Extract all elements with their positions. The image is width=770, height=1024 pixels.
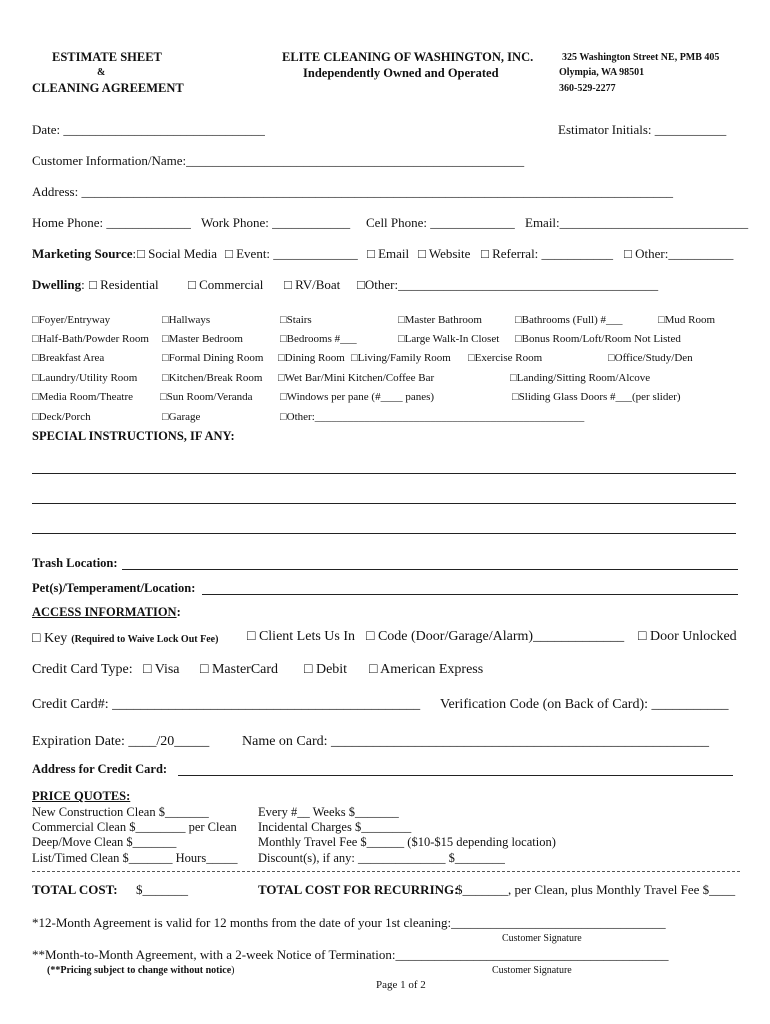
total-recurring-label: TOTAL COST FOR RECURRING: (258, 882, 459, 897)
customer-name-field[interactable]: Customer Information/Name:____________________________________________________ (32, 153, 525, 168)
special-instructions-line[interactable] (32, 503, 736, 504)
expiration-date-field[interactable]: Expiration Date: ____/20_____ (32, 734, 210, 749)
estimator-initials-field[interactable]: Estimator Initials: ___________ (558, 122, 727, 137)
price-list-timed-field[interactable]: List/Timed Clean $_______ Hours_____ (32, 851, 238, 865)
pets-line[interactable] (202, 594, 738, 595)
card-address-line[interactable] (178, 775, 733, 776)
access-information-label: ACCESS INFORMATION: (32, 605, 181, 619)
room-checkbox[interactable]: □Other:_________________________________________________ (280, 411, 585, 423)
company-name: ELITE CLEANING OF WASHINGTON, INC. (282, 50, 534, 64)
dwelling-other-checkbox[interactable]: □Other:________________________________________ (357, 277, 659, 292)
room-checkbox[interactable]: □Foyer/Entryway (32, 314, 111, 326)
room-checkbox[interactable]: □Sliding Glass Doors #___(per slider) (512, 391, 681, 403)
name-on-card-field[interactable]: Name on Card: ______________________________________________________ (242, 734, 710, 749)
card-debit-checkbox[interactable]: □ Debit (304, 662, 348, 677)
trash-location-label: Trash Location: (32, 556, 118, 570)
room-checkbox[interactable]: □Kitchen/Break Room (162, 372, 263, 384)
pricing-note: (**Pricing subject to change without notice) (47, 965, 235, 976)
room-checkbox[interactable]: □Stairs (280, 314, 312, 326)
twelve-month-agreement-signature[interactable]: *12-Month Agreement is valid for 12 months from the date of your 1st cleaning:_________________________________ (32, 915, 666, 930)
doc-title-ampersand: & (97, 67, 106, 78)
company-tagline: Independently Owned and Operated (303, 66, 499, 80)
card-mastercard-checkbox[interactable]: □ MasterCard (200, 662, 279, 677)
totals-divider (32, 871, 740, 872)
price-deep-move-field[interactable]: Deep/Move Clean $_______ (32, 835, 177, 849)
credit-card-number-field[interactable]: Credit Card#: ____________________________________________ (32, 697, 421, 712)
access-key-checkbox[interactable]: □ Key (Required to Waive Lock Out Fee) (32, 631, 219, 646)
month-to-month-agreement-signature[interactable]: **Month-to-Month Agreement, with a 2-week Notice of Termination:__________________________________________ (32, 947, 669, 962)
company-phone: 360-529-2277 (559, 83, 616, 94)
total-cost-field[interactable]: $_______ (136, 882, 188, 897)
trash-location-line[interactable] (122, 569, 738, 570)
room-checkbox[interactable]: □Dining Room (278, 352, 345, 364)
room-checkbox[interactable]: □Hallways (162, 314, 211, 326)
room-checkbox[interactable]: □Wet Bar/Mini Kitchen/Coffee Bar (278, 372, 435, 384)
room-checkbox[interactable]: □Windows per pane (#____ panes) (280, 391, 435, 403)
room-checkbox[interactable]: □Laundry/Utility Room (32, 372, 138, 384)
marketing-social-media-checkbox[interactable]: □ Social Media (137, 246, 218, 261)
pets-label: Pet(s)/Temperament/Location: (32, 581, 196, 595)
room-checkbox[interactable]: □Landing/Sitting Room/Alcove (510, 372, 651, 384)
work-phone-field[interactable]: Work Phone: ____________ (201, 215, 351, 230)
room-checkbox[interactable]: □Media Room/Theatre (32, 391, 134, 403)
marketing-source-label: Marketing Source: (32, 246, 137, 261)
email-field[interactable]: Email:_____________________________ (525, 215, 749, 230)
price-incidental-field[interactable]: Incidental Charges $________ (258, 820, 412, 834)
room-checkbox[interactable]: □Bedrooms #___ (280, 333, 357, 345)
credit-card-type-label: Credit Card Type: (32, 662, 133, 677)
access-door-unlocked-checkbox[interactable]: □ Door Unlocked (638, 629, 737, 644)
dwelling-commercial-checkbox[interactable]: □ Commercial (188, 277, 264, 292)
room-checkbox[interactable]: □Bathrooms (Full) #___ (515, 314, 623, 326)
marketing-referral-checkbox[interactable]: □ Referral: ___________ (481, 246, 614, 261)
room-checkbox[interactable]: □Exercise Room (468, 352, 543, 364)
room-checkbox[interactable]: □Half-Bath/Powder Room (32, 333, 149, 345)
access-client-lets-us-in-checkbox[interactable]: □ Client Lets Us In (247, 629, 356, 644)
verification-code-field[interactable]: Verification Code (on Back of Card): ___________ (440, 697, 729, 712)
room-checkbox[interactable]: □Mud Room (658, 314, 716, 326)
room-checkbox[interactable]: □Large Walk-In Closet (398, 333, 500, 345)
marketing-website-checkbox[interactable]: □ Website (418, 246, 471, 261)
room-checkbox[interactable]: □Bonus Room/Loft/Room Not Listed (515, 333, 681, 345)
home-phone-field[interactable]: Home Phone: _____________ (32, 215, 191, 230)
price-quotes-label: PRICE QUOTES: (32, 789, 131, 803)
dwelling-label: Dwelling: (32, 277, 85, 292)
room-checkbox[interactable]: □Living/Family Room (351, 352, 451, 364)
page-number: Page 1 of 2 (376, 979, 426, 991)
address-field[interactable]: Address: ___________________________________________________________________________________________ (32, 185, 673, 198)
price-every-weeks-field[interactable]: Every #__ Weeks $_______ (258, 805, 399, 819)
special-instructions-line[interactable] (32, 533, 736, 534)
price-discount-field[interactable]: Discount(s), if any: ______________ $________ (258, 851, 505, 865)
dwelling-rv-boat-checkbox[interactable]: □ RV/Boat (284, 277, 341, 292)
access-code-checkbox[interactable]: □ Code (Door/Garage/Alarm)_____________ (366, 629, 625, 644)
doc-title-estimate-sheet: ESTIMATE SHEET (52, 50, 162, 64)
price-new-construction-field[interactable]: New Construction Clean $_______ (32, 805, 209, 819)
company-address-line2: Olympia, WA 98501 (559, 67, 645, 78)
price-commercial-field[interactable]: Commercial Clean $________ per Clean (32, 820, 237, 834)
marketing-other-checkbox[interactable]: □ Other:__________ (624, 246, 734, 261)
special-instructions-line[interactable] (32, 473, 736, 474)
price-monthly-travel-field[interactable]: Monthly Travel Fee $______ ($10-$15 depending location) (258, 835, 556, 849)
special-instructions-label: SPECIAL INSTRUCTIONS, IF ANY: (32, 429, 235, 443)
marketing-event-checkbox[interactable]: □ Event: _____________ (225, 246, 358, 261)
room-checkbox[interactable]: □Breakfast Area (32, 352, 105, 364)
cell-phone-field[interactable]: Cell Phone: _____________ (366, 215, 515, 230)
room-checkbox[interactable]: □Formal Dining Room (162, 352, 264, 364)
total-recurring-field[interactable]: $_______, per Clean, plus Monthly Travel Fee $____ (456, 882, 736, 897)
room-checkbox[interactable]: □Master Bathroom (398, 314, 482, 326)
room-checkbox[interactable]: □Office/Study/Den (608, 352, 693, 364)
card-visa-checkbox[interactable]: □ Visa (143, 662, 180, 677)
doc-title-cleaning-agreement: CLEANING AGREEMENT (32, 81, 184, 95)
date-field[interactable]: Date: _______________________________ (32, 122, 265, 137)
company-address-line1: 325 Washington Street NE, PMB 405 (562, 52, 720, 63)
card-address-label: Address for Credit Card: (32, 762, 168, 776)
room-checkbox[interactable]: □Master Bedroom (162, 333, 243, 345)
dwelling-residential-checkbox[interactable]: □ Residential (89, 277, 159, 292)
room-checkbox[interactable]: □Deck/Porch (32, 411, 91, 423)
customer-signature-caption: Customer Signature (492, 965, 572, 976)
card-american-express-checkbox[interactable]: □ American Express (369, 662, 484, 677)
customer-signature-caption: Customer Signature (502, 933, 582, 944)
marketing-email-checkbox[interactable]: □ Email (367, 246, 410, 261)
room-checkbox[interactable]: □Sun Room/Veranda (160, 391, 253, 403)
room-checkbox[interactable]: □Garage (162, 411, 201, 423)
total-cost-label: TOTAL COST: (32, 882, 118, 897)
